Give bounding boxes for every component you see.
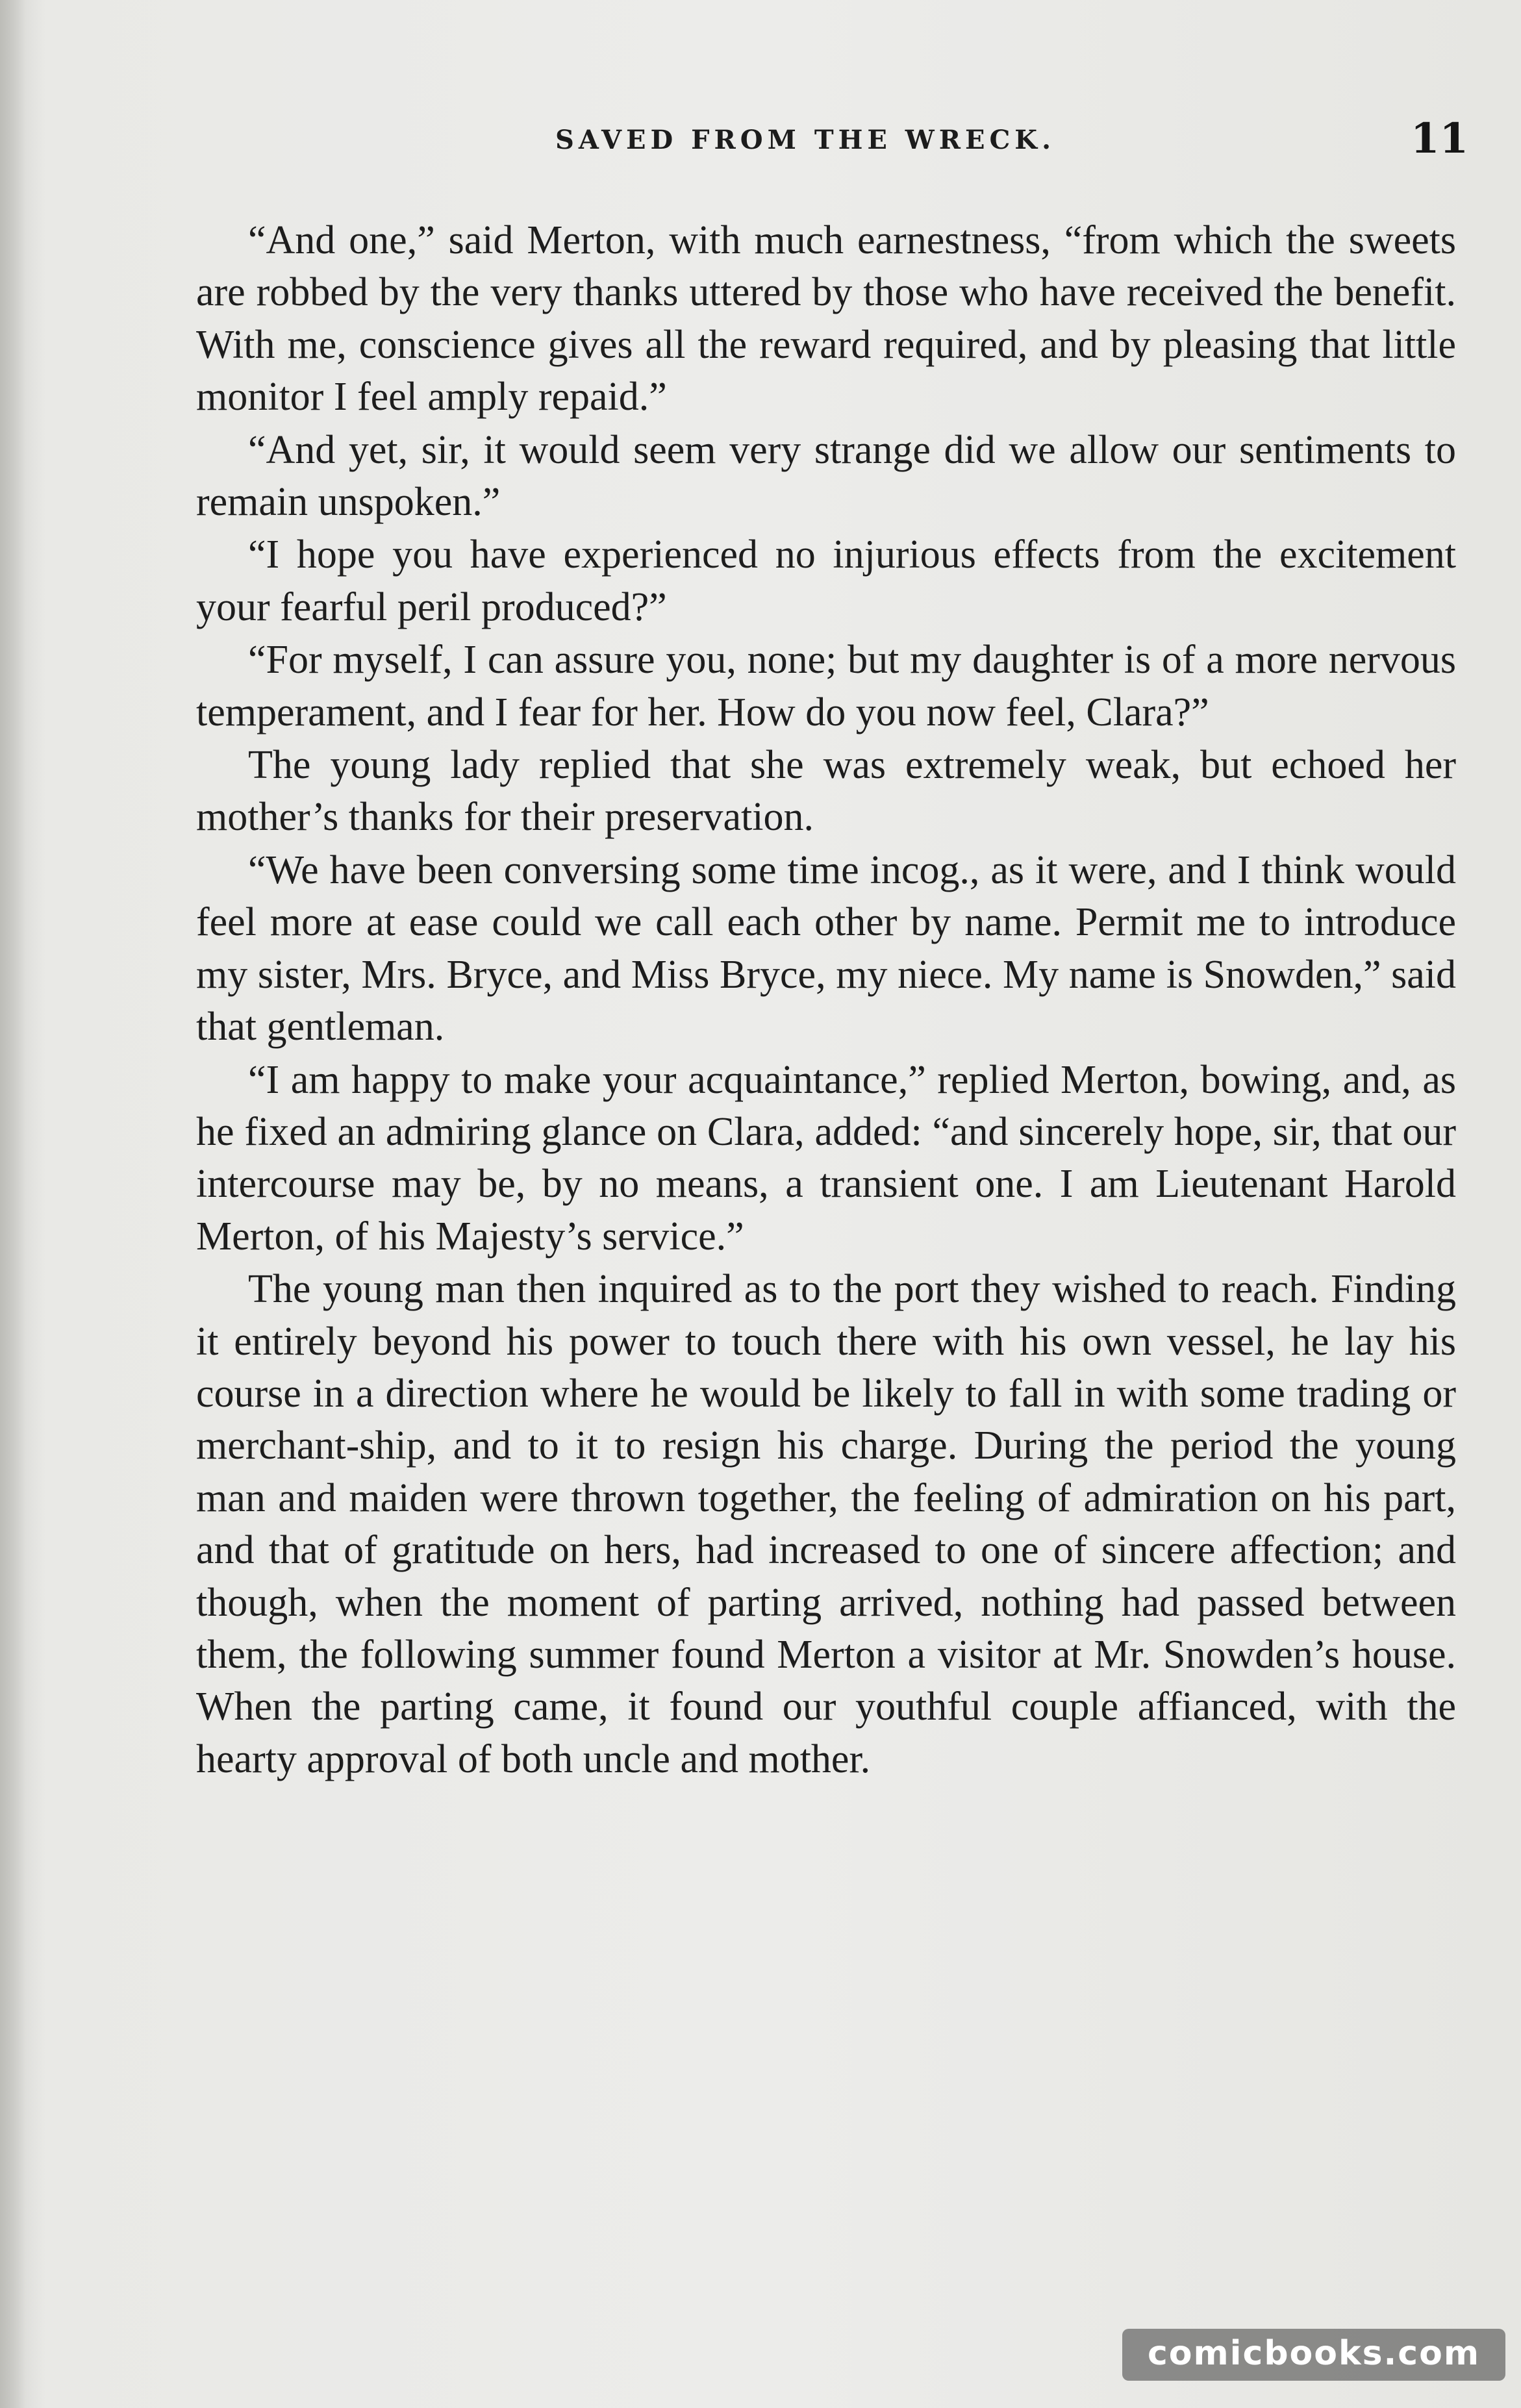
page-header — [0, 114, 1521, 169]
page-gutter-shadow — [0, 0, 26, 2408]
paragraph: “I am happy to make your acquaintance,” replied Merton, bowing, and, as he fixed an admiring glance on Clara, added: “and sincerely hope, sir, that our intercourse may be, by no means, a transient one. I am Lieutenant Harold Merton, of his Majesty’s service.” — [196, 1057, 1456, 1259]
paragraph: The young lady replied that she was extremely weak, but echoed her mother’s thanks for their preservation. — [196, 743, 1456, 840]
watermark-text: comicbooks.com — [1147, 2334, 1481, 2373]
paragraph: The young man then inquired as to the port they wished to reach. Finding it entirely beyond his power to touch there with his own vessel, he lay his course in a direction where he would be likely to fall in with some trading or merchant-ship, and to it to resign his charge. During the period the young man and maiden were thrown together, the feeling of admiration on his part, and that of gratitude on hers, had increased to one of sincere affection; and though, when the moment of parting arrived, nothing had passed between them, the following summer found Merton a visitor at Mr. Snowden’s house. When the parting came, it found our youthful couple affianced, with the hearty approval of both uncle and mother. — [196, 1267, 1456, 1781]
paragraph: “And one,” said Merton, with much earnestness, “from which the sweets are robbed by the very thanks uttered by those who have received the benefit. With me, conscience gives all the reward required, and by pleasing that little monitor I feel amply repaid.” — [196, 218, 1456, 420]
paragraph: “I hope you have experienced no injurious effects from the excitement your fearful peril produced?” — [196, 533, 1456, 629]
page-number: 11 — [1411, 114, 1469, 163]
paragraph: “For myself, I can assure you, none; but my daughter is of a more nervous temperament, and I fear for her. How do you now feel, Clara?” — [196, 638, 1456, 734]
paragraph: “We have been conversing some time incog., as it were, and I think would feel more at ease could we call each other by name. Permit me to introduce my sister, Mrs. Bryce, and Miss Bryce, my niece. My name is Snowden,” said that gentleman. — [196, 847, 1456, 1049]
watermark — [1122, 2329, 1505, 2381]
body-text — [196, 214, 1456, 1786]
paragraph: “And yet, sir, it would seem very strange did we allow our sentiments to remain unspoken.” — [196, 427, 1456, 525]
running-head: SAVED FROM THE WRECK. — [555, 125, 1055, 155]
